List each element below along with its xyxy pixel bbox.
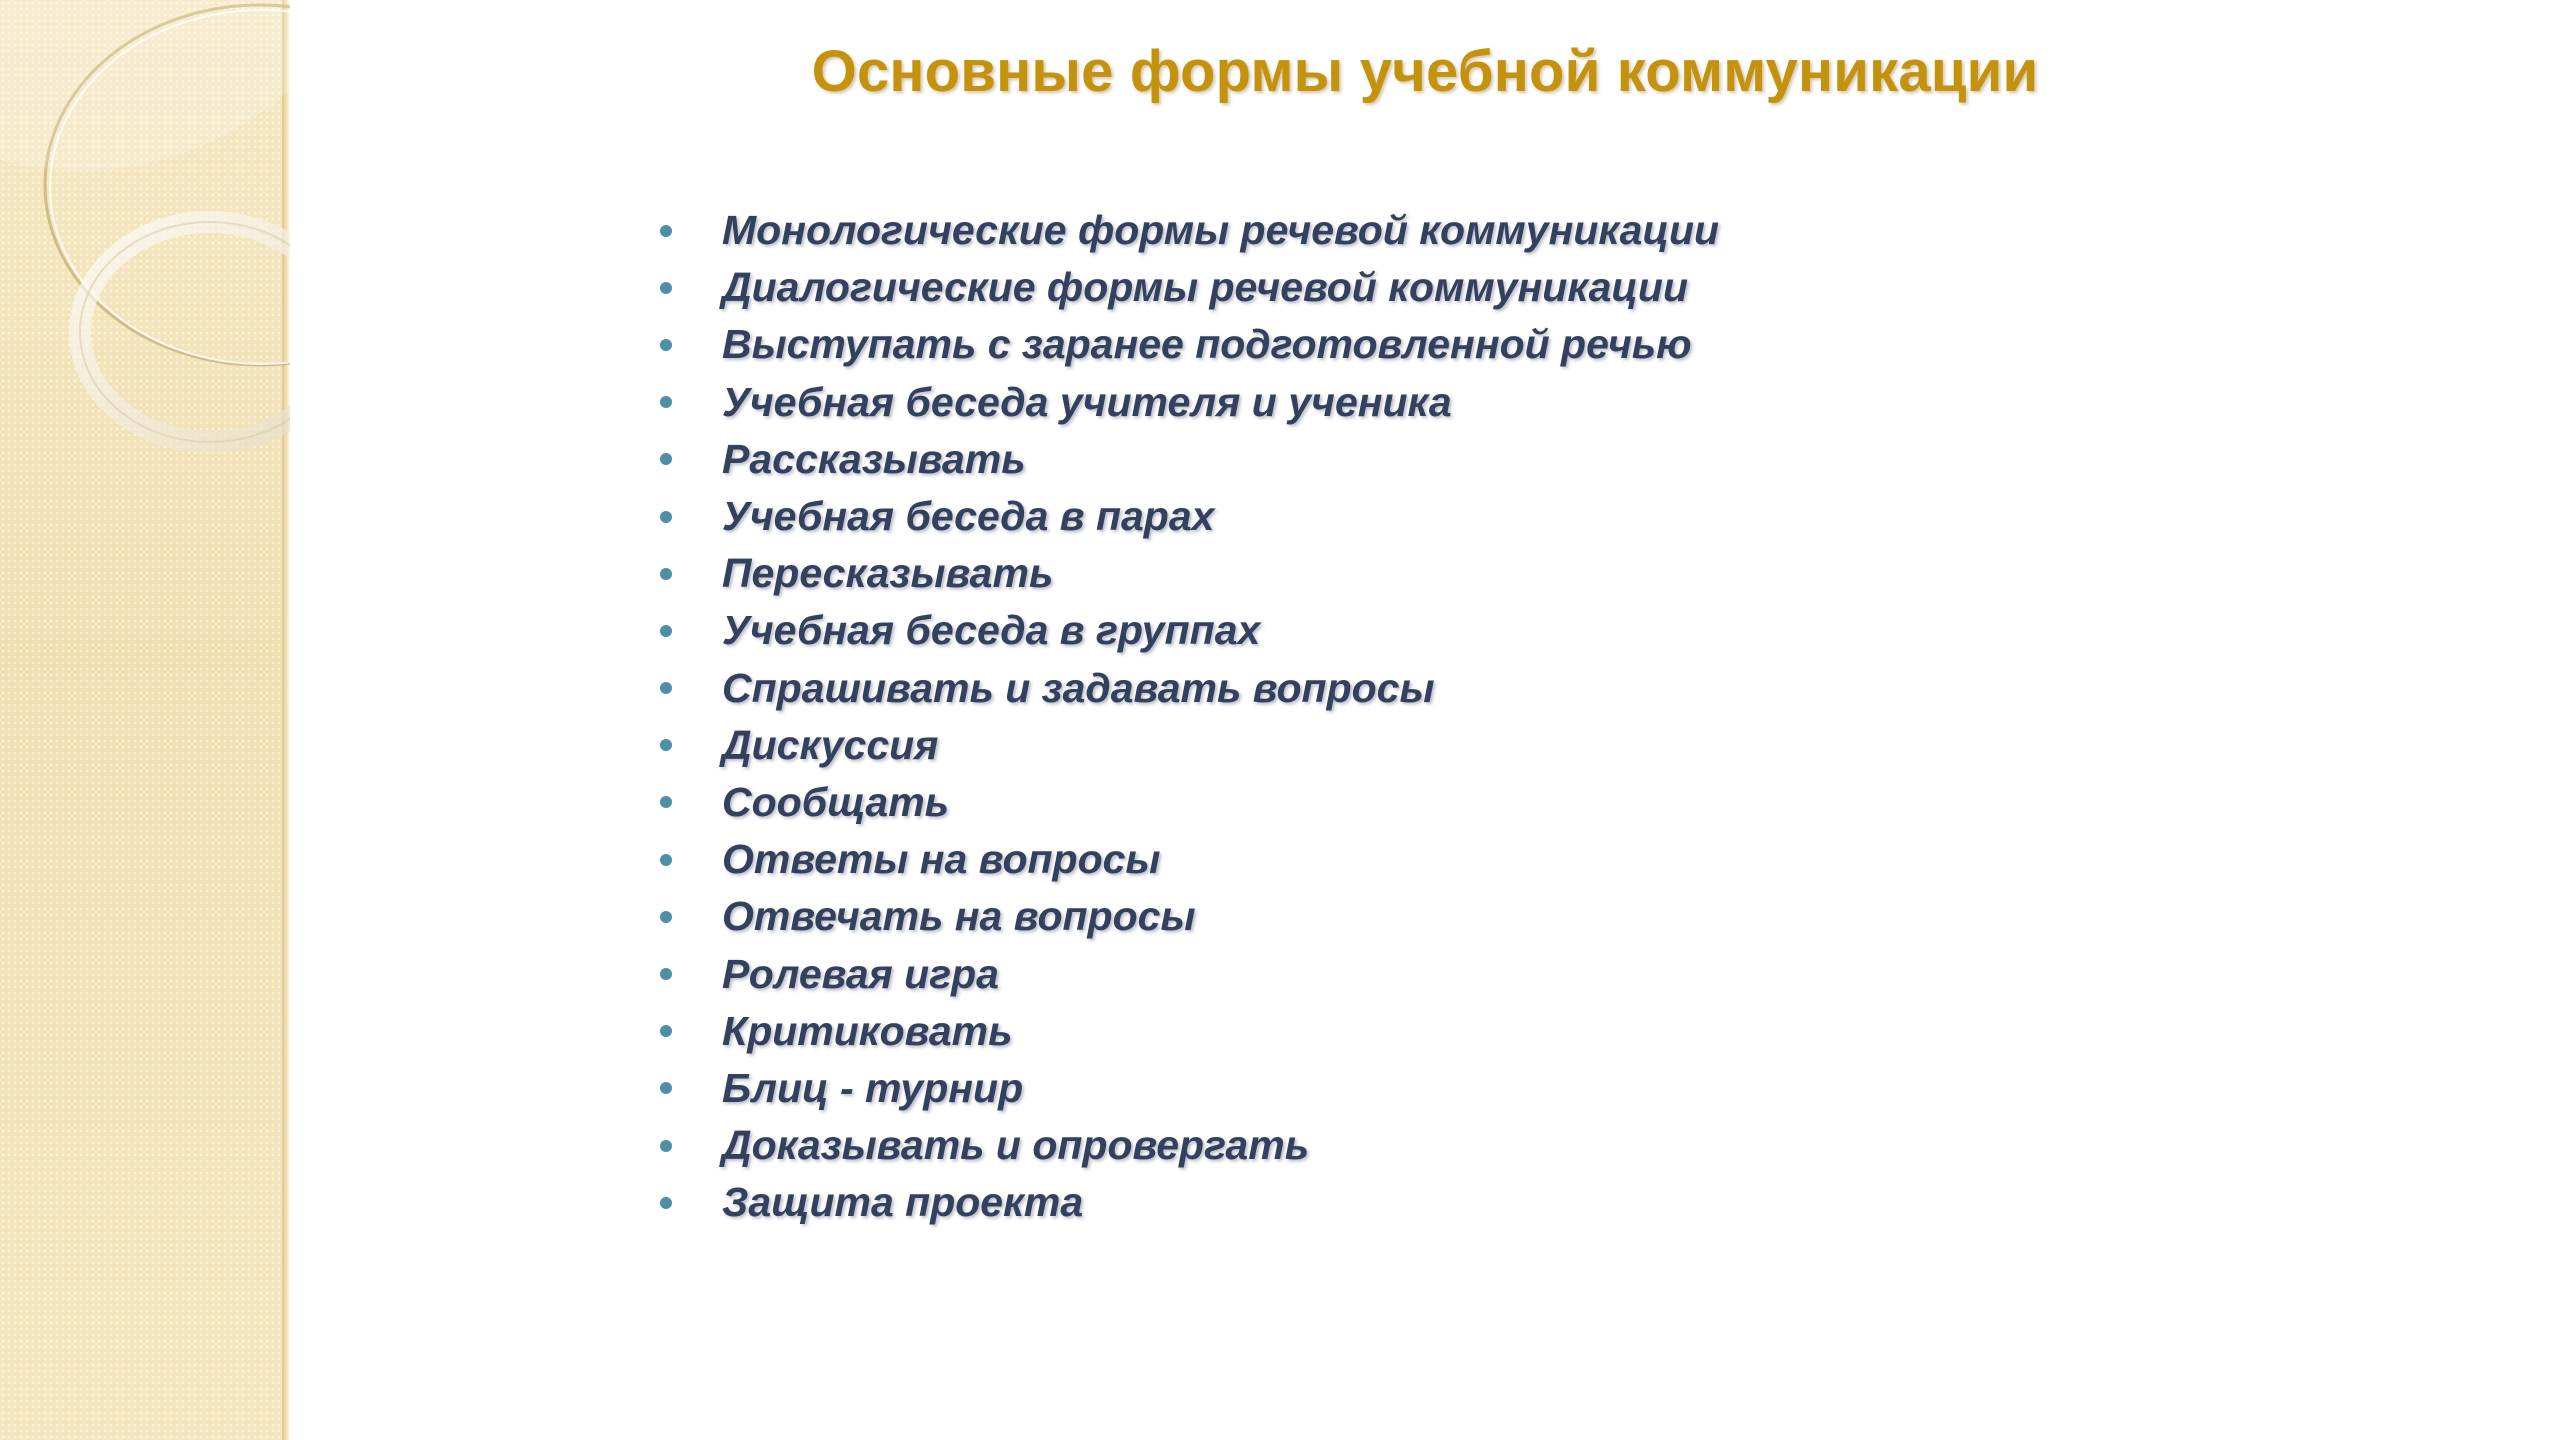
list-item [656,259,1719,316]
list-item-text: Монологические формы речевой коммуникации [722,207,1720,254]
list-item [656,374,1719,431]
side-panel-edge [284,0,290,1440]
list-item [656,1117,1719,1174]
list-item-text: Сообщать [722,778,950,825]
bullet-icon [660,1197,672,1209]
list-item-text: Дискуссия [722,721,939,768]
forms-list [656,202,1719,1231]
bullet-icon [660,968,672,980]
list-item-text: Отвечать на вопросы [722,893,1196,940]
bullet-icon [660,1082,672,1094]
list-item [656,431,1719,488]
list-item [656,1174,1719,1231]
bullet-icon [660,1025,672,1037]
bullet-icon [660,854,672,866]
list-item-text: Ролевая игра [722,950,999,997]
bullet-icon [660,339,672,351]
list-item [656,545,1719,602]
bullet-icon [660,911,672,923]
list-item-text: Учебная беседа в парах [722,493,1215,540]
list-item [656,945,1719,1002]
list-item-text: Учебная беседа в группах [722,607,1261,654]
list-item-text: Блиц - турнир [722,1064,1024,1111]
bullet-icon [660,396,672,408]
list-item [656,602,1719,659]
list-item-text: Критиковать [722,1007,1013,1054]
bullet-icon [660,511,672,523]
list-item-text: Ответы на вопросы [722,836,1161,883]
bullet-icon [660,682,672,694]
bullet-icon [660,739,672,751]
list-item-text: Доказывать и опровергать [722,1122,1310,1169]
list-item-text: Учебная беседа учителя и ученика [722,378,1452,425]
list-item [656,774,1719,831]
slide-title: Основные формы учебной коммуникации [811,39,2039,104]
list-item [656,488,1719,545]
bullet-icon [660,625,672,637]
list-item [656,1060,1719,1117]
bullet-icon [660,568,672,580]
list-item-text: Рассказывать [722,435,1026,482]
decorative-side-panel [0,0,284,1440]
bullet-icon [660,225,672,237]
list-item [656,202,1719,259]
list-item-text: Пересказывать [722,550,1054,597]
bullet-icon [660,1140,672,1152]
list-item-text: Защита проекта [722,1179,1084,1226]
list-item-text: Спрашивать и задавать вопросы [722,664,1435,711]
list-item [656,1003,1719,1060]
list-item [656,888,1719,945]
list-item [656,316,1719,373]
list-item [656,660,1719,717]
list-item-text: Диалогические формы речевой коммуникации [722,264,1688,311]
bullet-icon [660,282,672,294]
bullet-icon [660,796,672,808]
list-item [656,831,1719,888]
list-item [656,717,1719,774]
bullet-icon [660,453,672,465]
list-item-text: Выступать с заранее подготовленной речью [722,321,1692,368]
